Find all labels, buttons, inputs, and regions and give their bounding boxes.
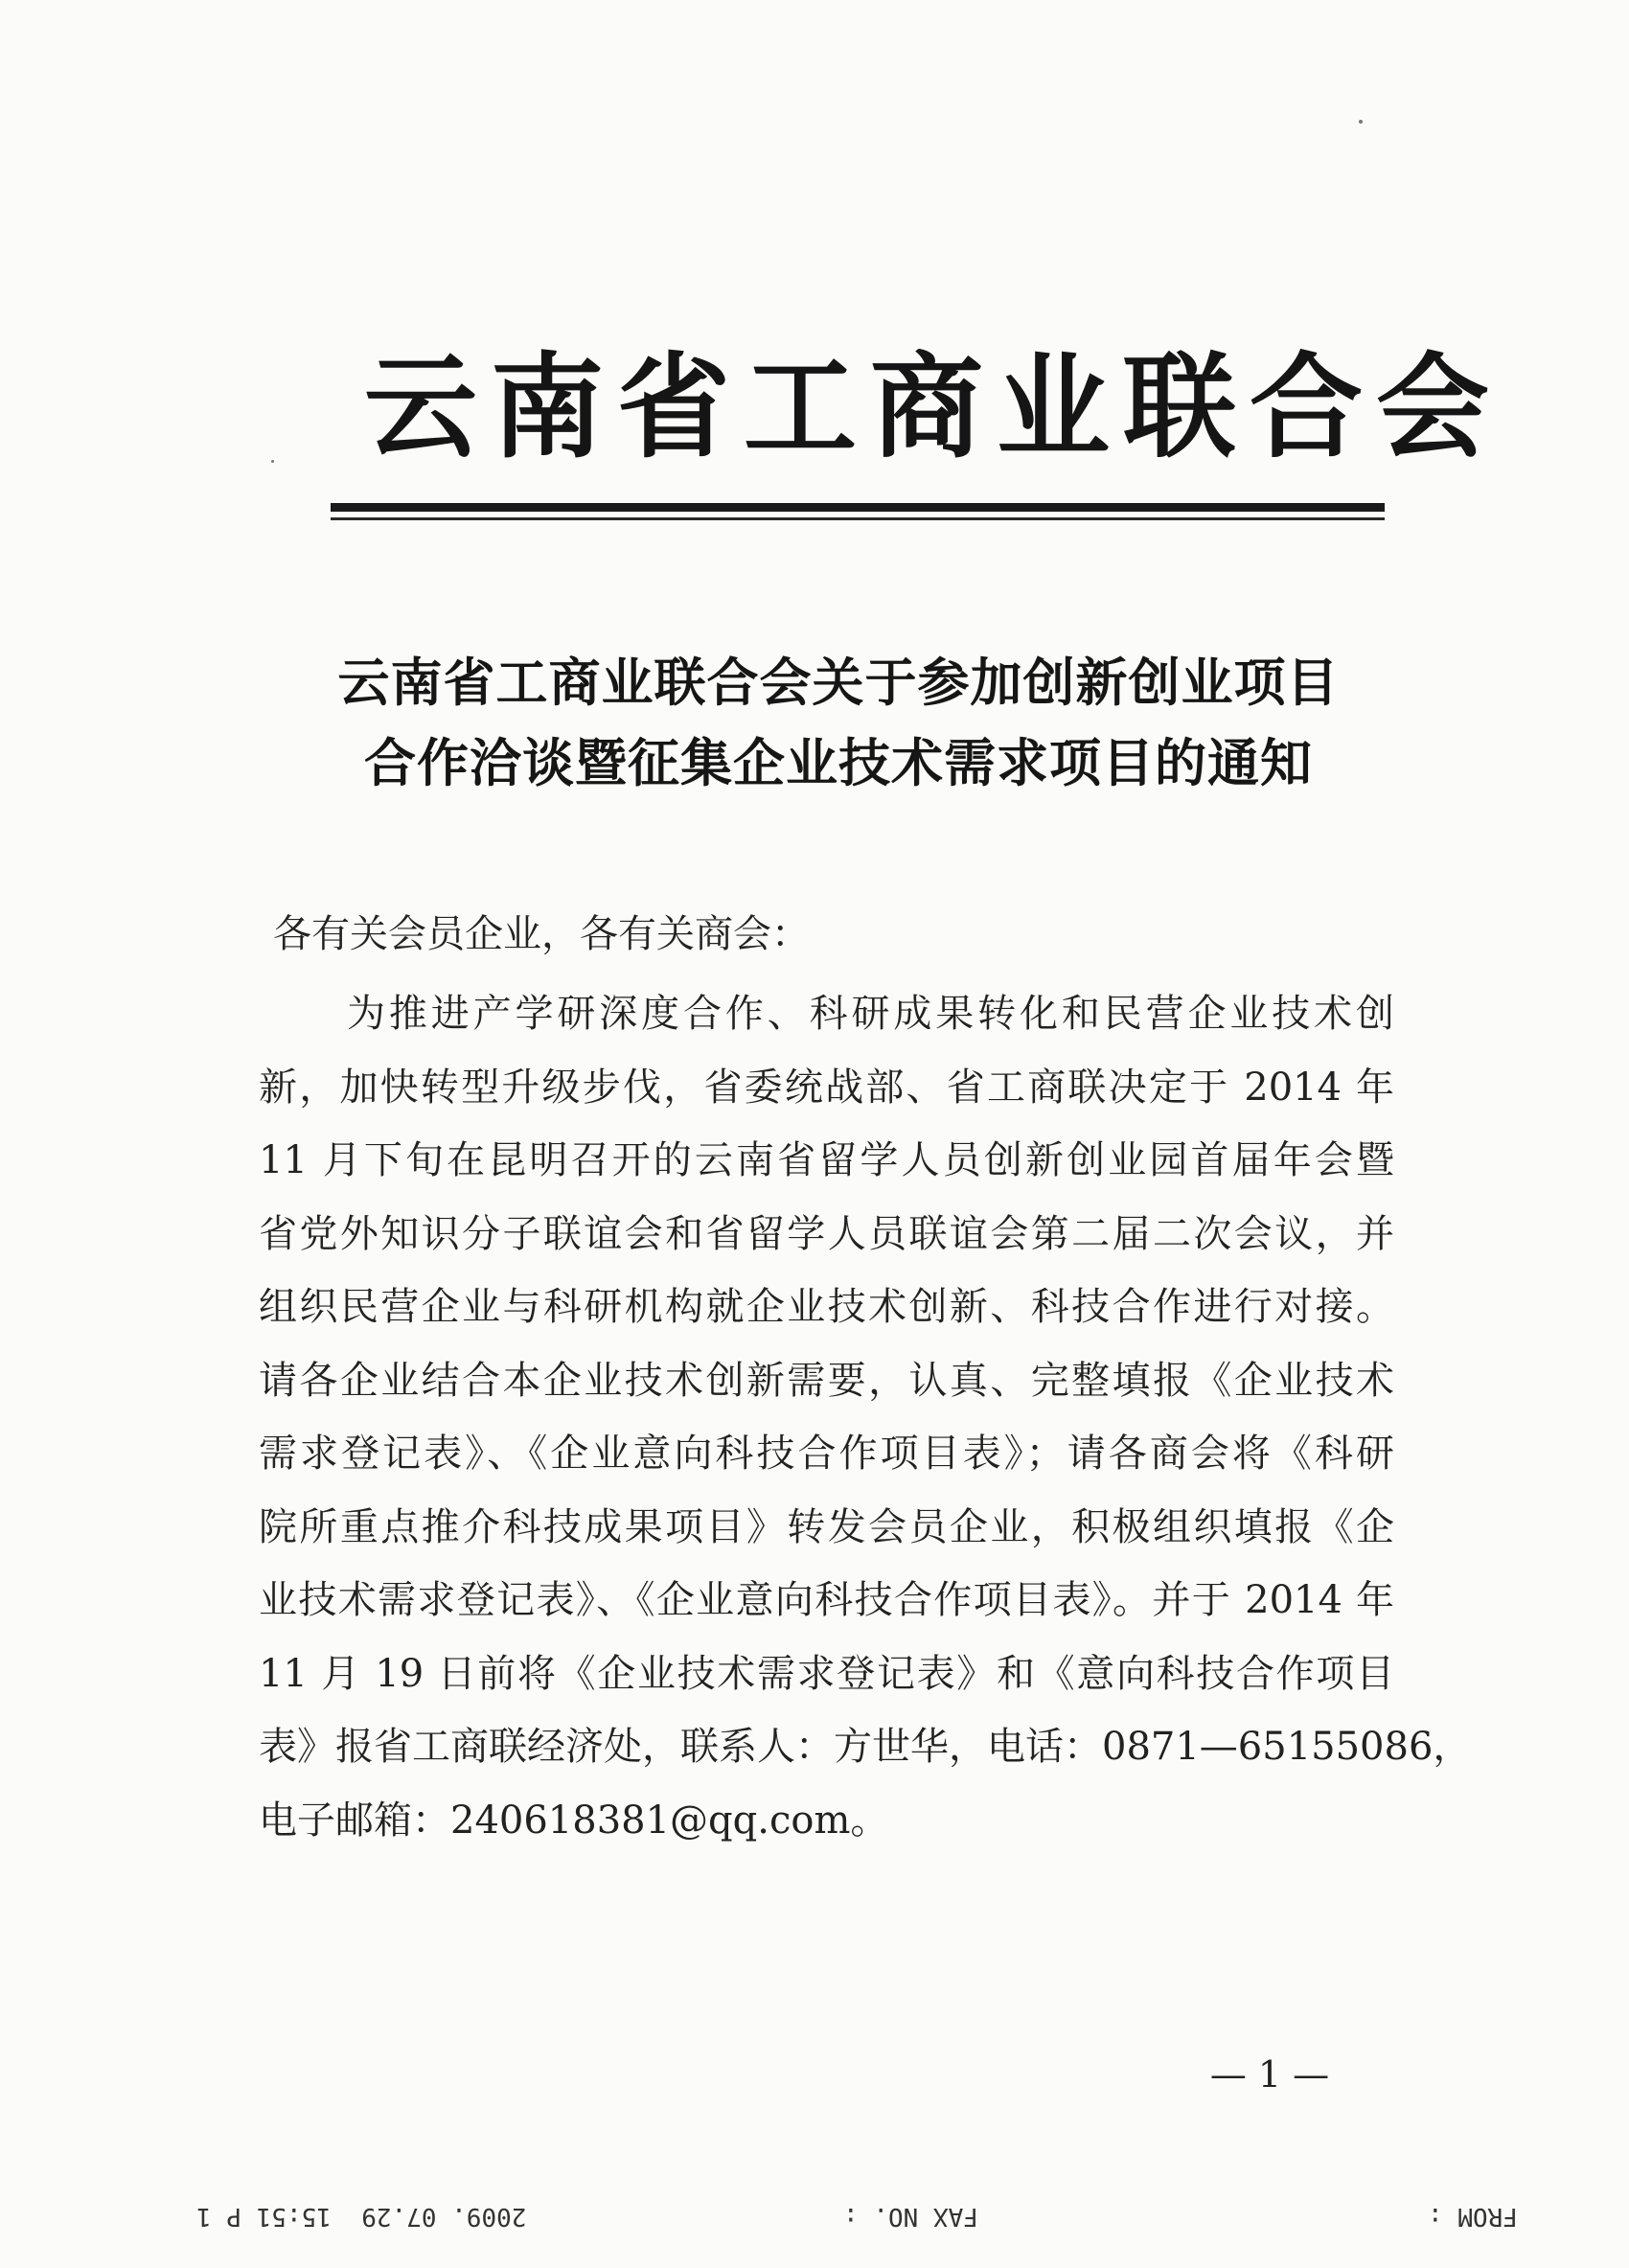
document-title-line-1: 云南省工商业联合会关于参加创新创业项目 — [337, 652, 1340, 713]
letterhead-rule-thin — [331, 517, 1385, 520]
body-paragraph — [259, 977, 1472, 1857]
body-line: 表》报省工商联经济处，联系人：方世华，电话：0871—65155086， — [259, 1725, 1472, 1769]
body-line: 院所重点推介科技成果项目》转发会员企业，积极组织填报《企 — [259, 1504, 1394, 1549]
letterhead-rule-thick — [331, 503, 1385, 512]
body-line: 为推进产学研深度合作、科研成果转化和民营企业技术创 — [347, 992, 1394, 1036]
body-line: 请各企业结合本企业技术创新需要，认真、完整填报《企业技术 — [259, 1358, 1394, 1403]
body-line: 组织民营企业与科研机构就企业技术创新、科技合作进行对接。 — [259, 1285, 1394, 1329]
body-line: 新，加快转型升级步伐，省委统战部、省工商联决定于 2014 年 — [259, 1065, 1394, 1110]
letterhead-org-name: 云南省工商业联合会 — [364, 340, 1503, 473]
body-line: 11 月下旬在昆明召开的云南省留学人员创新创业园首届年会暨 — [259, 1138, 1394, 1182]
body-line: 11 月 19 日前将《企业技术需求登记表》和《意向科技合作项目 — [259, 1651, 1394, 1696]
body-line: 业技术需求登记表》、《企业意向科技合作项目表》。并于 2014 年 — [259, 1578, 1394, 1622]
document-title — [287, 642, 1389, 803]
body-line: 省党外知识分子联谊会和省留学人员联谊会第二届二次会议，并 — [259, 1211, 1394, 1256]
body-line: 需求登记表》、《企业意向科技合作项目表》；请各商会将《科研 — [259, 1432, 1394, 1476]
body-line: 电子邮箱：240618381@qq.com。 — [259, 1798, 889, 1843]
fax-number-label: FAX NO. : — [843, 2202, 978, 2231]
salutation: 各有关会员企业，各有关商会： — [273, 912, 810, 956]
page-number: — 1 — — [1209, 2053, 1330, 2096]
fax-timestamp: 2009. 07.29 15:51 P 1 — [196, 2202, 527, 2231]
fax-from-label: FROM : — [1428, 2202, 1518, 2231]
document-title-line-2: 合作洽谈暨征集企业技术需求项目的通知 — [364, 732, 1313, 793]
scan-speck — [1359, 120, 1363, 124]
fax-header-strip — [0, 2194, 1629, 2242]
scan-speck — [271, 460, 274, 463]
